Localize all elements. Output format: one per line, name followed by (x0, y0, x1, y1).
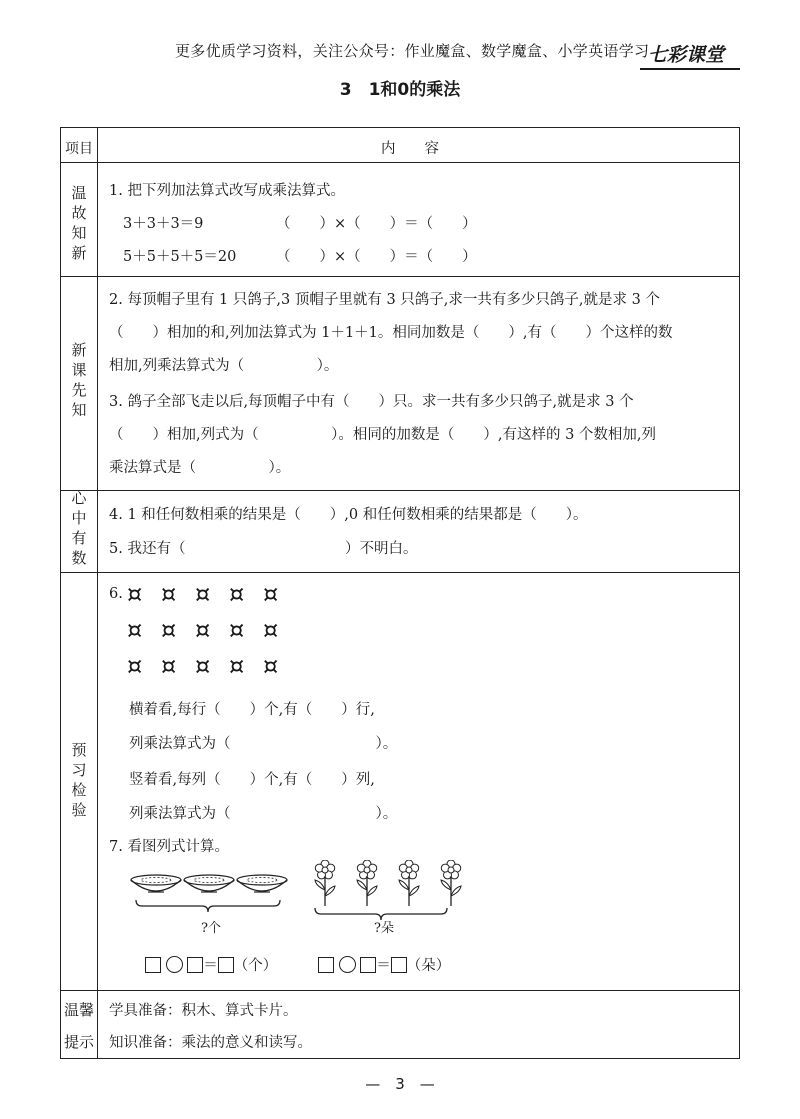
operator-circle[interactable] (339, 956, 356, 973)
currency-symbol-icon: ¤ (195, 652, 211, 680)
brand-logo: 七彩课堂 (648, 44, 725, 66)
bowls-equation: ＝ （个） (145, 954, 277, 975)
currency-symbol-icon: ¤ (161, 580, 177, 608)
unit-label: （个） (233, 958, 278, 974)
answer-box[interactable] (318, 957, 334, 973)
section-new-label: 新 课 先 知 (71, 341, 87, 419)
currency-symbol-icon: ¤ (195, 580, 211, 608)
q3-line2: （ ）相加,列式为（ ）。相同的加数是（ ）,有这样的 3 个数相加,列 (109, 427, 657, 443)
q5-text: 5. 我还有（ ）不明白。 (109, 541, 418, 557)
row-divider (61, 572, 739, 573)
page-number: — 3 — (365, 1075, 435, 1093)
bowl-icon (184, 875, 234, 892)
q1-eq1: 3＋3＋3＝9 (123, 216, 204, 232)
q2-line3: 相加,列乘法算式为（ ）。 (109, 358, 339, 374)
currency-symbol-icon: ¤ (127, 652, 143, 680)
currency-symbol-icon: ¤ (229, 616, 245, 644)
answer-box[interactable] (360, 957, 376, 973)
column-divider (97, 128, 98, 1058)
q6-vertical-1: 竖着看,每列（ ）个,有（ ）列, (129, 772, 375, 788)
answer-box[interactable] (218, 957, 234, 973)
q3-line3: 乘法算式是（ ）。 (109, 460, 291, 476)
currency-symbol-icon: ¤ (263, 616, 279, 644)
row-divider (61, 276, 739, 277)
flower-icon (399, 860, 419, 906)
brand-underline (640, 68, 740, 70)
unit-label: （朵） (406, 958, 451, 974)
flowers-equation: ＝ （朵） (318, 954, 450, 975)
bowls-brace (136, 900, 280, 912)
operator-circle[interactable] (166, 956, 183, 973)
header-note: 更多优质学习资料，关注公众号：作业魔盒、数学魔盒、小学英语学习 (175, 42, 650, 60)
answer-box[interactable] (187, 957, 203, 973)
section-tips-label: 温馨 提示 (63, 1001, 94, 1051)
section-check-label: 预 习 检 验 (71, 741, 87, 819)
tip-supplies: 学具准备：积木、算式卡片。 (109, 1003, 298, 1019)
section-review-label: 温 故 知 新 (71, 184, 87, 262)
q1-eq2: 5＋5＋5＋5＝20 (123, 249, 237, 265)
header-item: 项目 (65, 141, 93, 157)
currency-symbol-icon: ¤ (161, 616, 177, 644)
q4-text: 4. 1 和任何数相乘的结果是（ ）,0 和任何数相乘的结果都是（ ）。 (109, 507, 588, 523)
currency-symbol-icon: ¤ (229, 652, 245, 680)
bowl-icon (131, 875, 181, 892)
flowers-figure (309, 860, 469, 920)
q1-stem: 1. 把下列加法算式改写成乘法算式。 (109, 183, 345, 199)
bowls-label: ?个 (201, 921, 221, 936)
page-title: 3 1和0的乘法 (339, 80, 461, 100)
row-divider (61, 490, 739, 491)
flowers-label: ?朵 (374, 921, 394, 936)
q6-vertical-2: 列乘法算式为（ ）。 (129, 806, 398, 822)
flower-icon (357, 860, 377, 906)
bowls-figure (126, 870, 296, 920)
currency-symbol-icon: ¤ (127, 580, 143, 608)
q2-line2: （ ）相加的和,列加法算式为 1＋1＋1。相同加数是（ ）,有（ ）个这样的数 (109, 325, 673, 341)
q7-stem: 7. 看图列式计算。 (109, 839, 229, 855)
currency-symbol-icon: ¤ (195, 616, 211, 644)
currency-symbol-icon: ¤ (161, 652, 177, 680)
worksheet-table (60, 127, 740, 1059)
tip-knowledge: 知识准备：乘法的意义和读写。 (109, 1035, 312, 1051)
row-divider (61, 990, 739, 991)
q3-line1: 3. 鸽子全部飞走以后,每顶帽子中有（ ）只。求一共有多少只鸽子,就是求 3 个 (109, 394, 634, 410)
flower-icon (441, 860, 461, 906)
row-divider (61, 162, 739, 163)
q1-blank1: （ ）×（ ）＝（ ） (276, 216, 477, 232)
currency-symbol-icon: ¤ (229, 580, 245, 608)
q2-line1: 2. 每顶帽子里有 1 只鸽子,3 顶帽子里就有 3 只鸽子,求一共有多少只鸽子,就是求 3 个 (109, 292, 660, 308)
answer-box[interactable] (391, 957, 407, 973)
currency-symbol-icon: ¤ (263, 652, 279, 680)
q6-horizontal-2: 列乘法算式为（ ）。 (129, 736, 398, 752)
q6-horizontal-1: 横着看,每行（ ）个,有（ ）行, (129, 702, 375, 718)
header-content: 内 容 (381, 141, 439, 157)
bowl-icon (237, 875, 287, 892)
section-mind-label: 心 中 有 数 (71, 489, 87, 567)
q1-blank2: （ ）×（ ）＝（ ） (276, 249, 477, 265)
currency-symbol-icon: ¤ (263, 580, 279, 608)
currency-symbol-icon: ¤ (127, 616, 143, 644)
flower-icon (315, 860, 335, 906)
answer-box[interactable] (145, 957, 161, 973)
q6-number: 6. (109, 586, 123, 602)
